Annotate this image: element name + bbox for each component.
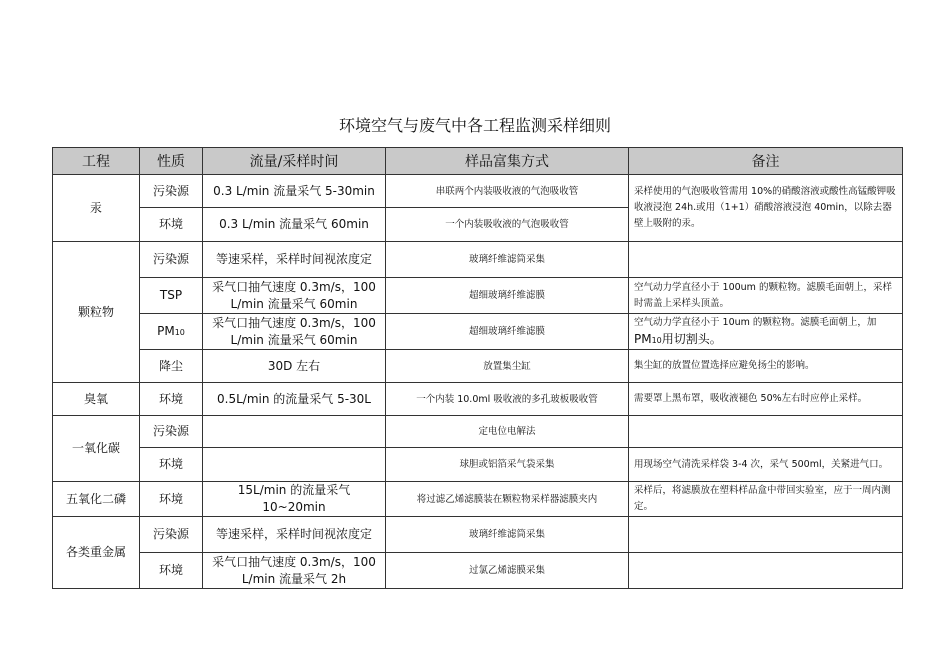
table-row — [53, 416, 903, 448]
method-cell: 一个内装吸收液的气泡吸收管 — [386, 208, 629, 242]
flow-cell: 0.3 L/min 流量采气 60min — [203, 208, 386, 242]
method-cell: 一个内装 10.0ml 吸收液的多孔玻板吸收管 — [386, 383, 629, 416]
method-cell: 玻璃纤维滤筒采集 — [386, 242, 629, 278]
table-row — [53, 482, 903, 517]
table-row — [53, 448, 903, 482]
page-title: 环境空气与废气中各工程监测采样细则 — [338, 116, 611, 135]
flow-cell: 30D 左右 — [203, 350, 386, 383]
flow-cell: 采气口抽气速度 0.3m/s，100 L/min 流量采气 60min — [203, 314, 386, 350]
flow-cell: 采气口抽气速度 0.3m/s，100 L/min 流量采气 2h — [203, 553, 386, 589]
nature-cell: 污染源 — [140, 242, 203, 278]
flow-cell: 15L/min 的流量采气 10~20min — [203, 482, 386, 517]
nature-cell: 环境 — [140, 448, 203, 482]
pm-label: PM — [634, 331, 652, 346]
nature-cell: TSP — [140, 278, 203, 314]
method-cell: 球胆或铝箔采气袋采集 — [386, 448, 629, 482]
pm-subscript: 10 — [651, 335, 662, 345]
table-row — [53, 278, 903, 314]
flow-cell: 采气口抽气速度 0.3m/s，100 L/min 流量采气 60min — [203, 278, 386, 314]
flow-cell: 0.3 L/min 流量采气 5-30min — [203, 175, 386, 208]
header-project: 工程 — [53, 148, 140, 175]
table-row — [53, 517, 903, 553]
method-cell: 玻璃纤维滤筒采集 — [386, 517, 629, 553]
note-text: 用切割头。 — [661, 331, 722, 346]
note-cell — [629, 314, 903, 350]
nature-cell: 降尘 — [140, 350, 203, 383]
table-row — [53, 383, 903, 416]
method-cell: 放置集尘缸 — [386, 350, 629, 383]
pm-subscript: 10 — [174, 327, 185, 337]
header-flow: 流量/采样时间 — [203, 148, 386, 175]
flow-cell: 0.5L/min 的流量采气 5-30L — [203, 383, 386, 416]
nature-cell: 污染源 — [140, 175, 203, 208]
flow-cell: 等速采样，采样时间视浓度定 — [203, 517, 386, 553]
note-cell: 用现场空气清洗采样袋 3-4 次，采气 500ml，关紧进气口。 — [629, 448, 903, 482]
table-row — [53, 314, 903, 350]
project-cell: 颗粒物 — [53, 242, 140, 383]
nature-cell: 污染源 — [140, 416, 203, 448]
method-cell: 过氯乙烯滤膜采集 — [386, 553, 629, 589]
note-cell: 空气动力学直径小于 100um 的颗粒物。滤膜毛面朝上，采样时需盖上采样头顶盖。 — [629, 278, 903, 314]
note-cell: 需要罩上黑布罩，吸收液褪色 50%左右时应停止采样。 — [629, 383, 903, 416]
note-text: 空气动力学直径小于 10um 的颗粒物。滤膜毛面朝上，加 — [634, 316, 877, 328]
table-row — [53, 242, 903, 278]
project-cell: 臭氧 — [53, 383, 140, 416]
project-cell: 一氧化碳 — [53, 416, 140, 482]
nature-cell: 环境 — [140, 482, 203, 517]
method-cell: 超细玻璃纤维滤膜 — [386, 314, 629, 350]
table-row — [53, 175, 903, 208]
project-cell: 五氧化二磷 — [53, 482, 140, 517]
sampling-table — [52, 147, 903, 589]
note-cell: 集尘缸的放置位置选择应避免扬尘的影响。 — [629, 350, 903, 383]
note-cell: 采样使用的气泡吸收管需用 10%的硝酸溶液或酸性高锰酸钾吸收液浸泡 24h.或用（1+1）硝酸溶液浸泡 40min，以除去器壁上吸附的汞。 — [629, 175, 903, 242]
header-method: 样品富集方式 — [386, 148, 629, 175]
note-cell — [629, 553, 903, 589]
table-row — [53, 350, 903, 383]
flow-cell: 等速采样，采样时间视浓度定 — [203, 242, 386, 278]
note-cell — [629, 242, 903, 278]
nature-cell: 环境 — [140, 208, 203, 242]
project-cell: 汞 — [53, 175, 140, 242]
method-cell: 将过滤乙烯滤膜装在颗粒物采样器滤膜夹内 — [386, 482, 629, 517]
note-cell — [629, 517, 903, 553]
header-note: 备注 — [629, 148, 903, 175]
nature-cell: 环境 — [140, 383, 203, 416]
pm-label: PM — [157, 323, 175, 338]
table-row — [53, 553, 903, 589]
flow-cell — [203, 416, 386, 448]
nature-cell: 环境 — [140, 553, 203, 589]
method-cell: 串联两个内装吸收液的气泡吸收管 — [386, 175, 629, 208]
note-cell: 采样后，将滤膜放在塑料样品盒中带回实验室，应于一周内测定。 — [629, 482, 903, 517]
nature-cell — [140, 314, 203, 350]
table-header-row — [53, 148, 903, 175]
method-cell: 定电位电解法 — [386, 416, 629, 448]
nature-cell: 污染源 — [140, 517, 203, 553]
project-cell: 各类重金属 — [53, 517, 140, 589]
note-cell — [629, 416, 903, 448]
method-cell: 超细玻璃纤维滤膜 — [386, 278, 629, 314]
header-nature: 性质 — [140, 148, 203, 175]
flow-cell — [203, 448, 386, 482]
